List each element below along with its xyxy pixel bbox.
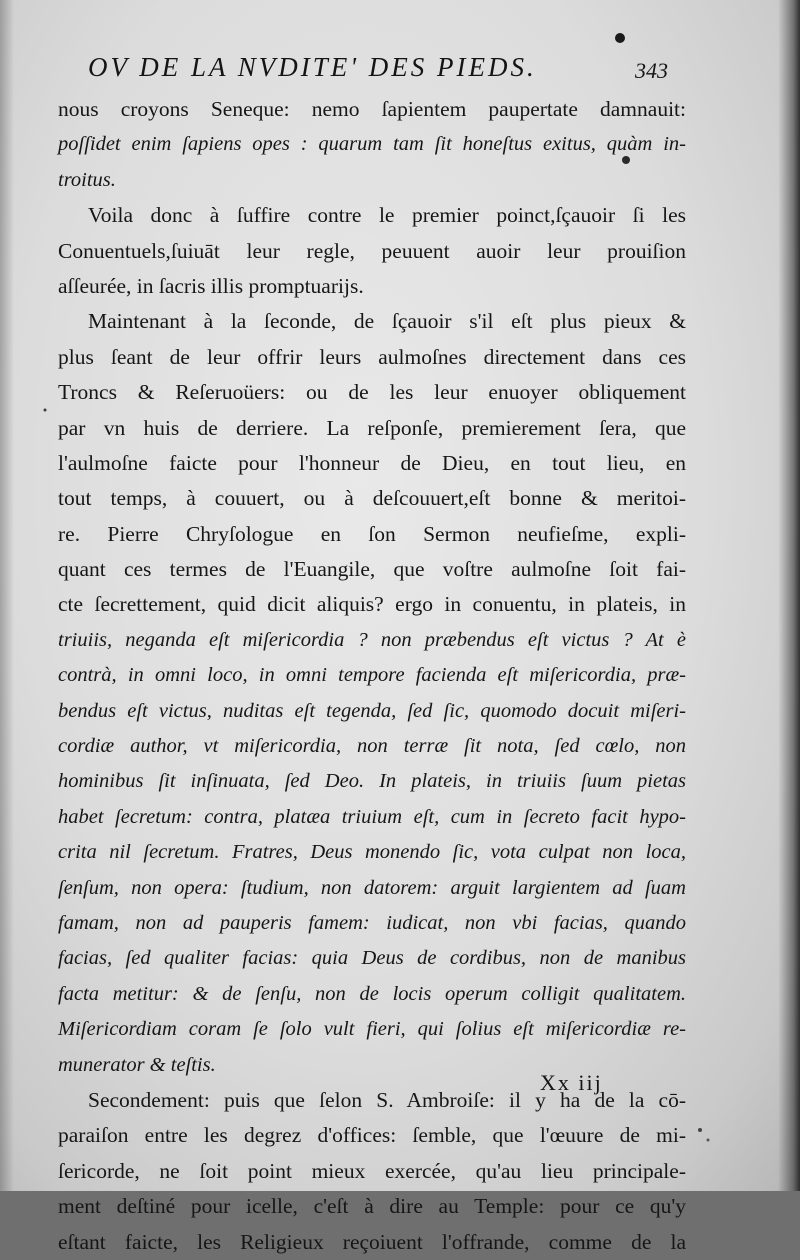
text-line: paraiſon entre les degrez d'offices: ſemble, que l'œuure de mi-	[58, 1123, 686, 1148]
text-line: l'aulmoſne faicte pour l'honneur de Dieu, en tout lieu, en	[58, 450, 686, 475]
page-left-shadow	[0, 0, 14, 1191]
text-line: contrà, in omni loco, in omni tempore facienda eſt miſericordia, præ-	[58, 664, 686, 687]
text-line: Troncs & Reſeruoüers: ou de les leur enuoyer obliquement	[58, 380, 686, 405]
text-line: crita nil ſecretum. Fratres, Deus monendo ſic, vota culpat non loca,	[58, 841, 686, 864]
text-line: Miſericordiam coram ſe ſolo vult fieri, qui ſolius eſt miſericordiæ re-	[58, 1018, 686, 1041]
text-line: cordiæ author, vt miſericordia, non terræ ſit nota, ſed cœlo, non	[58, 735, 686, 758]
page-number: 343	[635, 58, 668, 83]
text-line: par vn huis de derriere. La reſponſe, premierement ſera, que	[58, 415, 686, 440]
text-line: bendus eſt victus, nuditas eſt tegenda, ſed ſic, quomodo docuit miſeri-	[58, 699, 686, 722]
text-line: Secondement: puis que ſelon S. Ambroiſe: il y ha de la cō-	[88, 1087, 686, 1112]
text-line: troitus.	[58, 168, 116, 191]
text-line: triuiis, neganda eſt miſericordia ? non præbendus eſt victus ? At è	[58, 628, 686, 651]
text-line: re. Pierre Chryſologue en ſon Sermon neufieſme, expli-	[58, 521, 686, 546]
text-line: ment deſtiné pour icelle, c'eſt à dire au Temple: pour ce qu'y	[58, 1194, 686, 1219]
text-line: hominibus ſit inſinuata, ſed Deo. In plateis, in triuiis ſuum pietas	[58, 770, 686, 793]
text-line: eſtant faicte, les Religieux reçoiuent l'offrande, comme de la	[58, 1229, 686, 1254]
text-line: aſſeurée, in ſacris illis promptuarijs.	[58, 273, 364, 298]
text-line: Conuentuels,ſuiuāt leur regle, peuuent auoir leur prouiſion	[58, 238, 686, 263]
running-head: OV DE LA NVDITE' DES PIEDS.	[88, 52, 537, 82]
signature-mark: Xx iij	[540, 1070, 603, 1095]
text-line: plus ſeant de leur offrir leurs aulmoſnes directement dans ces	[58, 344, 686, 369]
text-line: famam, non ad pauperis famem: iudicat, non vbi facias, quando	[58, 911, 686, 934]
text-line: quant ces termes de l'Euangile, que voſtre aulmoſne ſoit fai-	[58, 557, 686, 582]
text-line: facta metitur: & de ſenſu, non de locis operum colligit qualitatem.	[58, 982, 686, 1005]
text-line: ſericorde, ne ſoit point mieux exercée, qu'au lieu principale-	[58, 1158, 686, 1183]
text-line: Voila donc à ſuffire contre le premier poinct,ſçauoir ſi les	[88, 203, 686, 228]
text-line: tout temps, à couuert, ou à deſcouuert,eſt bonne & meritoi-	[58, 486, 686, 511]
text-line: Maintenant à la ſeconde, de ſçauoir s'il eſt plus pieux &	[88, 309, 686, 334]
text-line: poſſidet enim ſapiens opes : quarum tam ſit honeſtus exitus, quàm in-	[58, 133, 686, 156]
page-right-shadow	[778, 0, 800, 1191]
text-line: munerator & teſtis.	[58, 1053, 216, 1076]
page-header	[88, 52, 668, 92]
text-line: facias, ſed qualiter facias: quia Deus de cordibus, non de manibus	[58, 947, 686, 970]
text-line: nous croyons Seneque: nemo ſapientem paupertate damnauit:	[58, 97, 686, 121]
text-line: cte ſecrettement, quid dicit aliquis? ergo in conuentu, in plateis, in	[58, 592, 686, 617]
text-line: ſenſum, non opera: ſtudium, non datorem: arguit largientem ad ſuam	[58, 876, 686, 899]
text-line: habet ſecretum: contra, platæa triuium eſt, cum in ſecreto facit hypo-	[58, 805, 686, 828]
